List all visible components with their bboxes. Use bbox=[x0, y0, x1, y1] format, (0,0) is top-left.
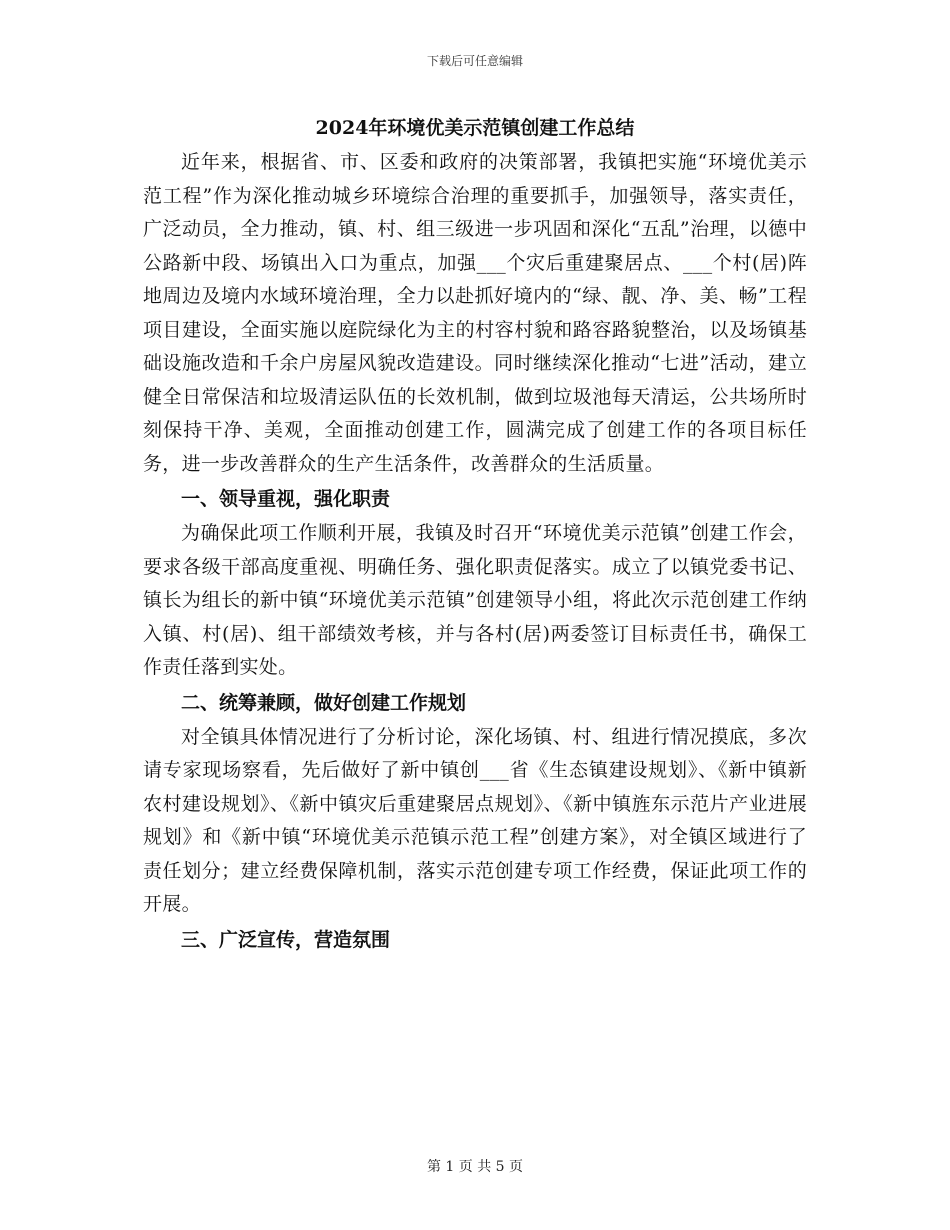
section-heading: 二、统筹兼顾，做好创建工作规划 bbox=[181, 691, 467, 714]
section-heading: 一、领导重视，强化职责 bbox=[181, 488, 391, 510]
document-title: 2024年环境优美示范镇创建工作总结 bbox=[315, 117, 635, 139]
section-leadership bbox=[143, 481, 807, 685]
page-header-note: 下载后可任意编辑 bbox=[426, 54, 523, 68]
page-number: 第 1 页 共 5 页 bbox=[426, 1159, 524, 1175]
section-paragraph: 对全镇具体情况进行了分析讨论，深化场镇、村、组进行情况摸底，多次请专家现场察看，先后做好了新中镇创___省《生态镇建设规划》、《新中镇新农村建设规划》、《新中镇灾后重建聚居点规划》、《新中镇旌东示范片产业进展规划》和《新中镇“环境优美示范镇示范工程”创建方案》，对全镇区域进行了责任划分；建立经费保障机制，落实示范创建专项工作经费，保证此项工作的开展。 bbox=[143, 725, 807, 915]
section-paragraph: 为确保此项工作顺利开展，我镇及时召开“环境优美示范镇”创建工作会，要求各级干部高度重视、明确任务、强化职责促落实。成立了以镇党委书记、镇长为组长的新中镇“环境优美示范镇”创建领导小组，将此次示范创建工作纳入镇、村(居)、组干部绩效考核，并与各村(居)两委签订目标责任书，确保工作责任落到实处。 bbox=[143, 522, 807, 678]
document-body bbox=[143, 110, 807, 958]
intro-paragraph: 近年来，根据省、市、区委和政府的决策部署，我镇把实施“环境优美示范工程”作为深化推动城乡环境综合治理的重要抓手，加强领导，落实责任，广泛动员，全力推动，镇、村、组三级进一步巩固和深化“五乱”治理，以德中公路新中段、场镇出入口为重点，加强___个灾后重建聚居点、___个村(居)阵地周边及境内水域环境治理，全力以赴抓好境内的“绿、靓、净、美、畅”工程项目建设，全面实施以庭院绿化为主的村容村貌和路容路貌整治，以及场镇基础设施改造和千余户房屋风貌改造建设。同时继续深化推动“七进”活动，建立健全日常保洁和垃圾清运队伍的长效机制，做到垃圾池每天清运，公共场所时刻保持干净、美观，全面推动创建工作，圆满完成了创建工作的各项目标任务，进一步改善群众的生产生活条件，改善群众的生活质量。 bbox=[143, 151, 807, 475]
section-publicity bbox=[143, 922, 807, 958]
section-planning bbox=[143, 685, 807, 922]
section-heading: 三、广泛宣传，营造氛围 bbox=[181, 928, 391, 951]
